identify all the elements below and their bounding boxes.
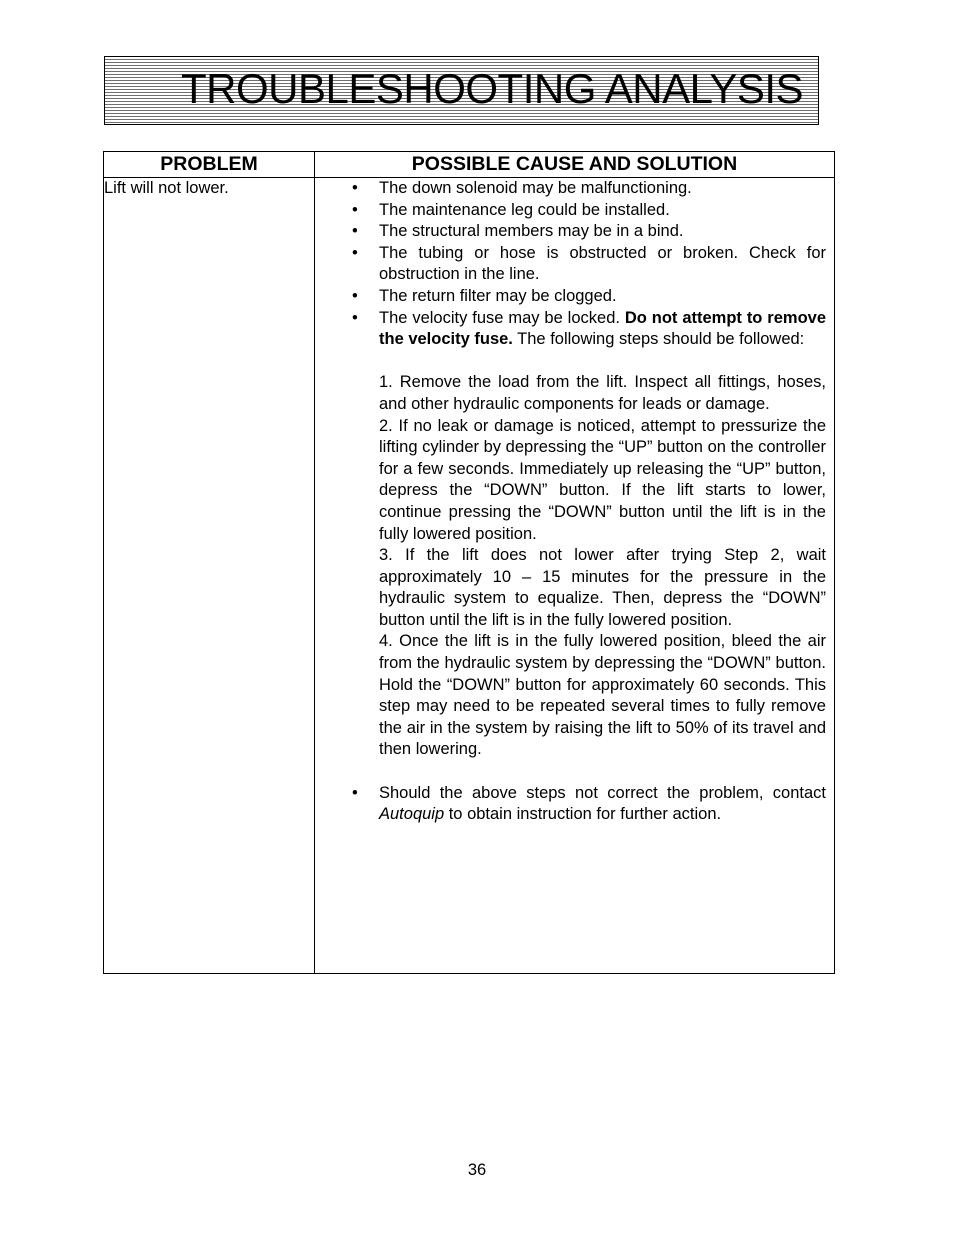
- bullet-text-continued: to obtain instruction for further action.: [444, 805, 722, 824]
- spacer: [379, 351, 826, 373]
- problem-header: PROBLEM: [104, 152, 315, 178]
- bullet-item: [352, 200, 826, 222]
- bullet-item: [352, 243, 826, 286]
- bullet-item-velocity-fuse: [352, 308, 826, 351]
- bullet-text: The velocity fuse may be locked.: [379, 308, 625, 327]
- page-title: TROUBLESHOOTING ANALYSIS: [181, 65, 804, 112]
- bullet-text: The down solenoid may be malfunctioning.: [379, 179, 692, 197]
- bullet-text: The return filter may be clogged.: [379, 286, 617, 305]
- solution-header: POSSIBLE CAUSE AND SOLUTION: [315, 152, 835, 178]
- step-1: 1. Remove the load from the lift. Inspect all fittings, hoses, and other hydraulic components for leads or damage.: [379, 373, 826, 413]
- page-number: 36: [467, 1161, 487, 1179]
- step-3: 3. If the lift does not lower after trying Step 2, wait approximately 10 – 15 minutes for the pressure in the hydraulic system to equalize. Then, depress the “DOWN” button until the lift is in the fully lowered position.: [379, 546, 826, 629]
- step-4: 4. Once the lift is in the fully lowered position, bleed the air from the hydraulic system by depressing the “DOWN” button. Hold the “DOWN” button for approximately 60 seconds. This step may need to be repeated several times to fully remove the air in the system by raising the lift to 50% of its travel and then lowering.: [379, 632, 826, 759]
- step-2: 2. If no leak or damage is noticed, attempt to pressurize the lifting cylinder by depressing the “UP” button on the controller for a few seconds. Immediately up releasing the “UP” button, depress the “DOWN” button. If the lift starts to lower, continue pressing the “DOWN” button until the lift is in the fully lowered position.: [379, 416, 826, 543]
- problem-cell: [104, 178, 315, 974]
- bullet-icon: •: [352, 179, 358, 197]
- bullet-icon: •: [352, 783, 358, 802]
- title-banner: [104, 56, 819, 125]
- bullet-text: The maintenance leg could be installed.: [379, 200, 670, 219]
- problem-text: Lift will not lower.: [104, 179, 229, 197]
- table-header-row: [104, 152, 835, 178]
- bullet-text-continued: The following steps should be followed:: [512, 330, 805, 349]
- bullet-icon: •: [352, 222, 358, 241]
- bullet-text: The structural members may be in a bind.: [379, 222, 684, 241]
- warning-text: Do not attempt to remove the velocity fuse.: [379, 308, 826, 349]
- bullet-icon: •: [352, 243, 358, 262]
- brand-name: Autoquip: [379, 805, 445, 824]
- bullet-item: [352, 178, 826, 200]
- bullet-text: The tubing or hose is obstructed or broken. Check for obstruction in the line.: [379, 243, 826, 284]
- bullet-icon: •: [352, 308, 358, 327]
- spacer: [379, 761, 826, 783]
- table-row: [104, 178, 835, 974]
- bullet-item-final: [352, 783, 826, 826]
- bullet-icon: •: [352, 200, 358, 219]
- troubleshooting-table: [103, 151, 835, 974]
- bullet-text: Should the above steps not correct the problem, contact: [379, 783, 826, 802]
- bullet-item: [352, 286, 826, 308]
- solution-cell: [315, 178, 835, 974]
- bullet-item: [352, 221, 826, 243]
- solution-content: [315, 178, 834, 826]
- bullet-icon: •: [352, 286, 358, 305]
